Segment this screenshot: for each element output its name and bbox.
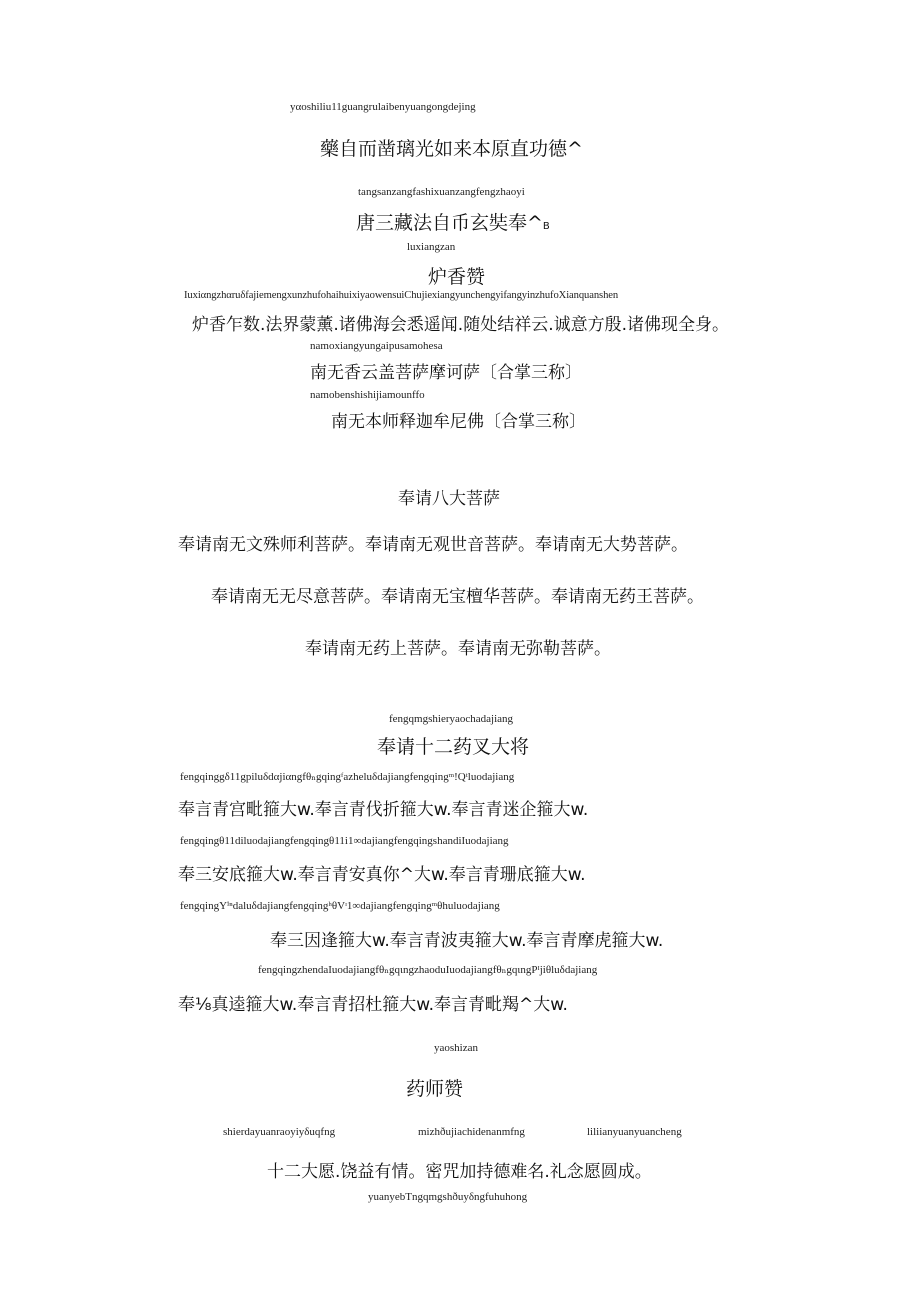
incense-verse-pinyin: IuxiαngzhαruδfajiemengxunzhufohaihuixiyaowensuiChujiexiangyunchengyifangyinzhufoXianquanshen [184, 290, 619, 301]
sutra-title: 藥自而凿璃光如来本原直功德^ [320, 138, 583, 160]
bodhisattvas-line-2: 奉请南无无尽意菩萨。奉请南无宝檀华菩萨。奉请南无药王菩萨。 [211, 587, 704, 607]
generals-line-2: 奉三安底箍大w.奉言青安真你^大w.奉言青珊底箍大w. [178, 865, 586, 885]
translator-pinyin: tangsanzangfashixuanzangfengzhaoyi [358, 186, 525, 198]
medicine-pinyin-c: liliianyuanyuancheng [587, 1126, 682, 1138]
generals-pinyin-2: fengqingθ11diluodajiangfengqingθ11i1∞dajiangfengqingshandiIuodajiang [180, 835, 509, 847]
bodhisattvas-heading: 奉请八大菩萨 [398, 489, 500, 509]
bodhisattvas-line-1: 奉请南无文殊师利菩萨。奉请南无观世音菩萨。奉请南无大势菩萨。 [178, 535, 688, 555]
incense-heading: 炉香赞 [428, 266, 486, 288]
generals-line-1: 奉言青宫毗箍大w.奉言青伐折箍大w.奉言青迷企箍大w. [178, 800, 589, 820]
medicine-verse: 十二大愿.饶益有情。密咒加持德难名.礼念愿圆成。 [267, 1162, 652, 1182]
generals-pinyin-1: fengqinggδ11gpiluδdαjiαngfθₙgqingᶠazheluδdajiangfengqingᵐ!Qᵗluodajiang [180, 771, 515, 783]
medicine-pinyin-after: yuanyebTngqmgshðuyδngfuhuhong [368, 1191, 528, 1203]
incense-line2: 南无本师释迦牟尼佛〔合掌三称〕 [331, 412, 586, 432]
title-pinyin: yαoshiliu11guangrulaibenyuangongdejing [290, 101, 476, 113]
incense-line2-pinyin: namobenshishijiamounffo [310, 389, 425, 401]
translator-suffix: B [542, 221, 550, 232]
generals-line-4: 奉⅛真逵箍大w.奉言青招杜箍大w.奉言青毗羯^大w. [178, 995, 568, 1015]
incense-line1-pinyin: namoxiangyungaipusamohesa [310, 340, 443, 352]
medicine-heading-pinyin: yaoshizan [434, 1042, 478, 1054]
medicine-heading: 药师赞 [406, 1078, 464, 1100]
generals-heading-pinyin: fengqmgshieryaochadajiang [389, 713, 514, 725]
incense-line1: 南无香云盖菩萨摩诃萨〔合掌三称〕 [310, 363, 582, 383]
bodhisattvas-line-3: 奉请南无药上菩萨。奉请南无弥勒菩萨。 [305, 639, 611, 659]
generals-pinyin-3: fengqingYⁱⁿdaluδdajiangfengqingʰθVᶦ1∞dajiangfengqingᵐθhuluodajiang [180, 900, 500, 912]
incense-heading-pinyin: luxiangzan [407, 241, 456, 253]
incense-verse: 炉香乍数.法界蒙薰.诸佛海会悉遥闻.随处结祥云.诚意方殷.诸佛现全身。 [192, 315, 730, 335]
generals-heading: 奉请十二药叉大将 [377, 736, 530, 758]
medicine-pinyin-b: mizhðujiachidenanmfng [418, 1126, 525, 1138]
generals-pinyin-4: fengqingzhendaIuodajiangfθₙgqιngzhaoduIuodajiangfθₙgqιngPᴵjiθluδdajiang [258, 964, 598, 976]
translator-line [356, 208, 550, 235]
translator-text: 唐三藏法自币玄奘奉^ [356, 212, 543, 234]
generals-line-3: 奉三因逢箍大w.奉言青波夷箍大w.奉言青摩虎箍大w. [270, 931, 664, 951]
medicine-pinyin-a: shierdayuanraoyiyδuqfng [223, 1126, 336, 1138]
